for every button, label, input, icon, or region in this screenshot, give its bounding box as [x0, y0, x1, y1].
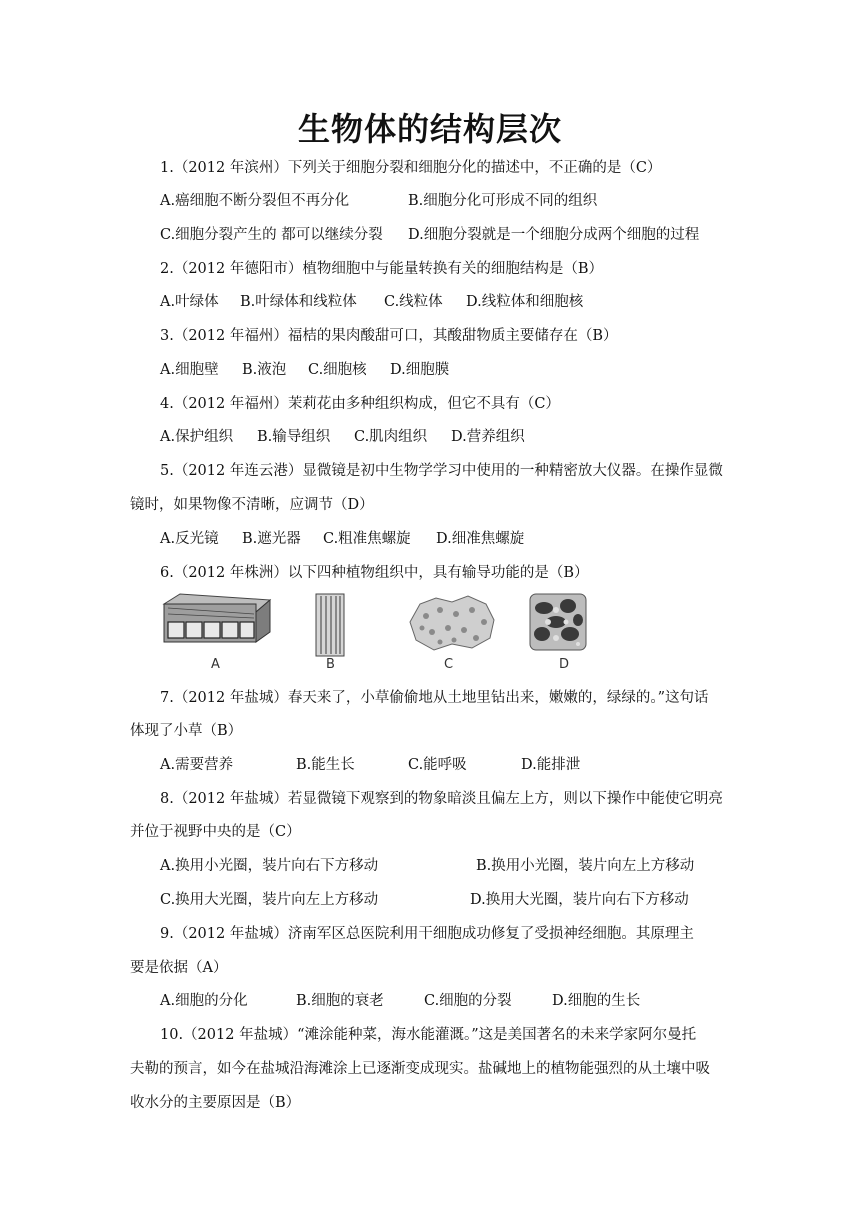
question-5: 5.（2012 年连云港）显微镜是初中生物学学习中使用的一种精密放大仪器。在操作显微: [160, 463, 723, 479]
q7-option-c: C.能呼吸: [408, 757, 467, 773]
figure-label-c: C: [444, 657, 454, 672]
question-2: 2.（2012 年德阳市）植物细胞中与能量转换有关的细胞结构是（B）: [160, 261, 603, 277]
q1-option-a: A.癌细胞不断分裂但不再分化: [160, 193, 350, 209]
q2-option-c: C.线粒体: [384, 294, 443, 310]
q5-option-a: A.反光镜: [160, 531, 219, 547]
question-9-continued: 要是依据（A）: [130, 960, 228, 976]
q2-option-d: D.线粒体和细胞核: [466, 294, 584, 310]
question-1: 1.（2012 年滨州）下列关于细胞分裂和细胞分化的描述中，不正确的是（C）: [160, 160, 662, 176]
question-10-continued-2: 收水分的主要原因是（B）: [130, 1095, 301, 1111]
q5-option-b: B.遮光器: [242, 531, 301, 547]
question-8: 8.（2012 年盐城）若显微镜下观察到的物象暗淡且偏左上方，则以下操作中能使它明亮: [160, 791, 723, 807]
tissue-figure-a: [160, 592, 272, 652]
question-5-continued: 镜时，如果物像不清晰，应调节（D）: [130, 497, 374, 513]
question-10: 10.（2012 年盐城）“滩涂能种菜，海水能灌溉。”这是美国著名的未来学家阿尔曼托: [160, 1027, 697, 1043]
q5-option-c: C.粗准焦螺旋: [323, 531, 411, 547]
q4-option-c: C.肌肉组织: [354, 429, 428, 445]
q9-option-d: D.细胞的生长: [552, 993, 641, 1009]
q3-option-d: D.细胞膜: [390, 362, 450, 378]
question-4: 4.（2012 年福州）茉莉花由多种组织构成，但它不具有（C）: [160, 396, 560, 412]
q9-option-c: C.细胞的分裂: [424, 993, 512, 1009]
question-8-continued: 并位于视野中央的是（C）: [130, 824, 301, 840]
q8-option-b: B.换用小光圈，装片向左上方移动: [476, 858, 695, 874]
figure-label-b: B: [326, 657, 335, 672]
tissue-figure-c: [406, 592, 498, 652]
question-7-continued: 体现了小草（B）: [130, 723, 243, 739]
q2-option-a: A.叶绿体: [160, 294, 219, 310]
page-title: 生物体的结构层次: [297, 110, 562, 148]
q8-option-d: D.换用大光圈，装片向右下方移动: [470, 892, 689, 908]
q4-option-d: D.营养组织: [451, 429, 525, 445]
q7-option-d: D.能排泄: [521, 757, 581, 773]
question-7: 7.（2012 年盐城）春天来了，小草偷偷地从土地里钻出来，嫩嫩的，绿绿的。”这句话: [160, 690, 709, 706]
tissue-figure-d: [528, 592, 588, 652]
q1-option-c: C.细胞分裂产生的 都可以继续分裂: [160, 227, 383, 243]
question-6: 6.（2012 年株洲）以下四种植物组织中，具有输导功能的是（B）: [160, 565, 589, 581]
q9-option-b: B.细胞的衰老: [296, 993, 384, 1009]
q7-option-a: A.需要营养: [160, 757, 234, 773]
q2-option-b: B.叶绿体和线粒体: [240, 294, 357, 310]
q7-option-b: B.能生长: [296, 757, 355, 773]
figure-label-d: D: [559, 657, 570, 672]
q8-option-a: A.换用小光圈，装片向右下方移动: [160, 858, 379, 874]
q9-option-a: A.细胞的分化: [160, 993, 248, 1009]
q4-option-a: A.保护组织: [160, 429, 234, 445]
q1-option-d: D.细胞分裂就是一个细胞分成两个细胞的过程: [408, 227, 700, 243]
q3-option-c: C.细胞核: [308, 362, 367, 378]
q5-option-d: D.细准焦螺旋: [436, 531, 525, 547]
q3-option-b: B.液泡: [242, 362, 287, 378]
q3-option-a: A.细胞壁: [160, 362, 219, 378]
q8-option-c: C.换用大光圈，装片向左上方移动: [160, 892, 379, 908]
q1-option-b: B.细胞分化可形成不同的组织: [408, 193, 598, 209]
q4-option-b: B.输导组织: [257, 429, 331, 445]
question-10-continued-1: 夫勒的预言，如今在盐城沿海滩涂上已逐渐变成现实。盐碱地上的植物能强烈的从土壤中吸: [130, 1061, 710, 1077]
question-3: 3.（2012 年福州）福桔的果肉酸甜可口，其酸甜物质主要储存在（B）: [160, 328, 618, 344]
figure-label-a: A: [211, 657, 220, 672]
tissue-figure-b: [310, 592, 350, 658]
question-9: 9.（2012 年盐城）济南军区总医院利用干细胞成功修复了受损神经细胞。其原理主: [160, 926, 694, 942]
